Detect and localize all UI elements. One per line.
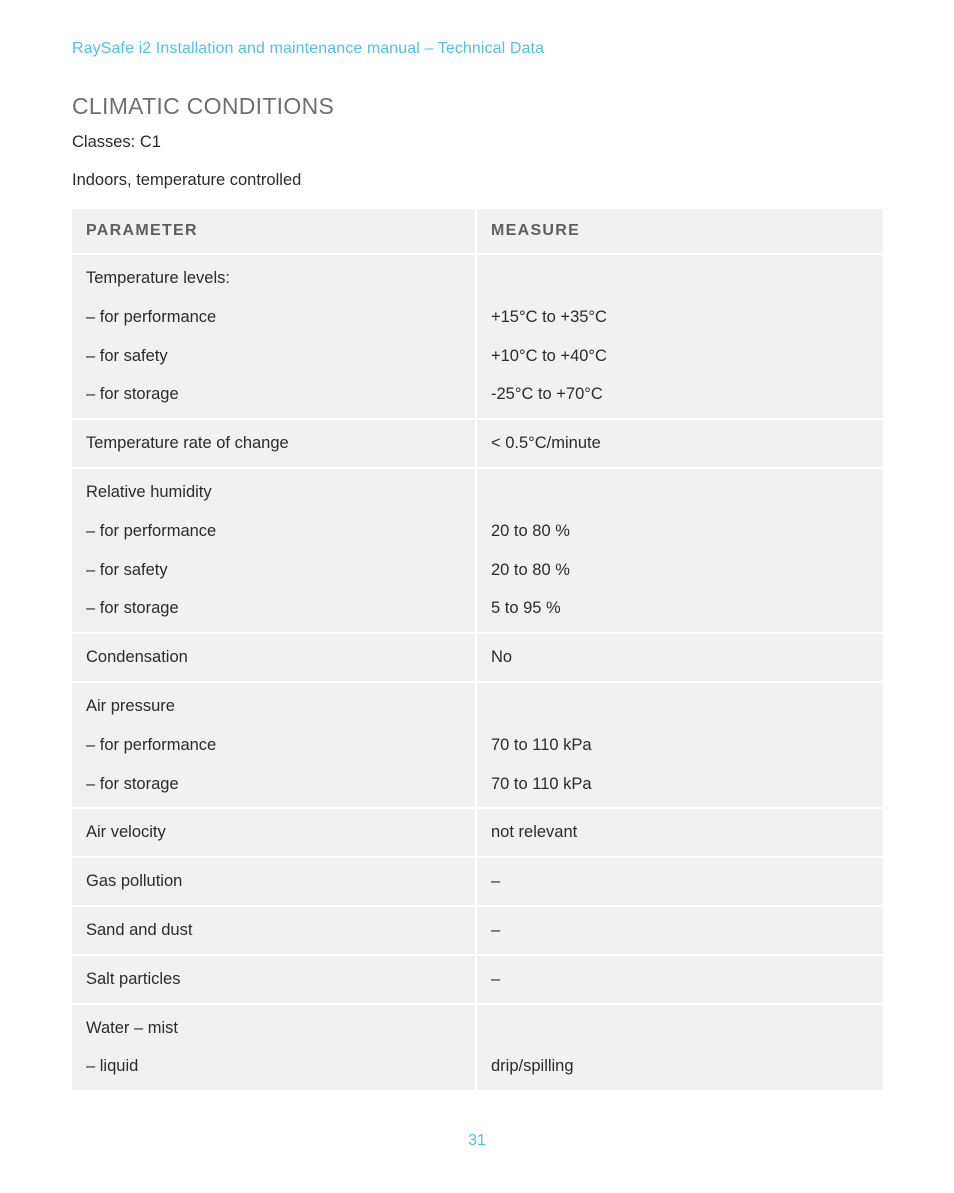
measure-value: – [491, 872, 501, 891]
measure-cell [477, 809, 883, 858]
measure-cell [477, 683, 883, 809]
parameter-text: Condensation [86, 648, 188, 667]
measure-cell [477, 907, 883, 956]
page-number: 31 [468, 1132, 486, 1149]
parameter-text: – for safety [86, 346, 168, 365]
parameter-cell [72, 469, 477, 634]
measure-value: < 0.5°C/minute [491, 434, 601, 453]
table-row [72, 858, 883, 907]
table-row [72, 634, 883, 683]
measure-value: +10°C to +40°C [491, 346, 607, 365]
measure-value: -25°C to +70°C [491, 385, 603, 404]
parameter-text: – for performance [86, 735, 217, 754]
table-body [72, 255, 883, 1092]
parameter-text: Relative humidity [86, 482, 212, 501]
table-row [72, 420, 883, 469]
parameter-text: Air pressure [86, 696, 175, 715]
parameter-text: – for storage [86, 385, 179, 404]
table-row [72, 255, 883, 420]
parameter-text: Temperature rate of change [86, 434, 289, 453]
running-header: RaySafe i2 Installation and maintenance manual – Technical Data [72, 40, 545, 57]
parameter-text: – for storage [86, 774, 179, 793]
parameter-cell [72, 858, 477, 907]
parameter-cell [72, 634, 477, 683]
measure-value: +15°C to +35°C [491, 307, 607, 326]
measure-value: – [491, 969, 501, 988]
measure-value [491, 687, 869, 726]
table-row [72, 683, 883, 809]
classes-line: Classes: C1 [72, 133, 161, 151]
column-header-measure: MEASURE [477, 209, 883, 255]
parameter-text: – for performance [86, 307, 217, 326]
table-row [72, 956, 883, 1005]
measure-value: No [491, 648, 513, 667]
measure-cell [477, 858, 883, 907]
parameter-text: Sand and dust [86, 920, 193, 939]
parameter-cell [72, 956, 477, 1005]
parameter-cell [72, 420, 477, 469]
parameter-cell [72, 1005, 477, 1093]
measure-cell [477, 469, 883, 634]
measure-value: – [491, 920, 501, 939]
measure-cell [477, 1005, 883, 1093]
parameter-text: – for safety [86, 560, 168, 579]
parameter-text: Air velocity [86, 823, 166, 842]
table-row [72, 469, 883, 634]
parameter-text: Temperature levels: [86, 269, 230, 287]
section-title: CLIMATIC CONDITIONS [72, 93, 335, 119]
table-row [72, 1005, 883, 1093]
measure-value: not relevant [491, 823, 578, 842]
parameter-cell [72, 809, 477, 858]
parameter-text: – for performance [86, 521, 217, 540]
column-header-parameter: PARAMETER [72, 209, 477, 255]
measure-value [491, 259, 869, 298]
parameter-text: – liquid [86, 1057, 139, 1076]
parameter-cell [72, 907, 477, 956]
measure-value: 20 to 80 % [491, 521, 570, 540]
parameter-text: Salt particles [86, 969, 181, 988]
parameter-cell [72, 255, 477, 420]
table-row [72, 809, 883, 858]
parameter-text: Gas pollution [86, 872, 183, 891]
measure-cell [477, 956, 883, 1005]
measure-value: 5 to 95 % [491, 599, 561, 618]
measure-value: 70 to 110 kPa [491, 774, 592, 793]
measure-value: 70 to 110 kPa [491, 735, 592, 754]
measure-cell [477, 420, 883, 469]
measure-value: 20 to 80 % [491, 560, 570, 579]
environment-line: Indoors, temperature controlled [72, 171, 302, 189]
table-header-row [72, 209, 883, 255]
table-row [72, 907, 883, 956]
parameter-text: – for storage [86, 599, 179, 618]
parameter-text: Water – mist [86, 1018, 178, 1037]
climatic-conditions-table [72, 209, 883, 1092]
parameter-cell [72, 683, 477, 809]
measure-cell [477, 634, 883, 683]
measure-value [491, 1009, 869, 1048]
measure-value: drip/spilling [491, 1057, 574, 1076]
measure-cell [477, 255, 883, 420]
measure-value [491, 473, 869, 512]
